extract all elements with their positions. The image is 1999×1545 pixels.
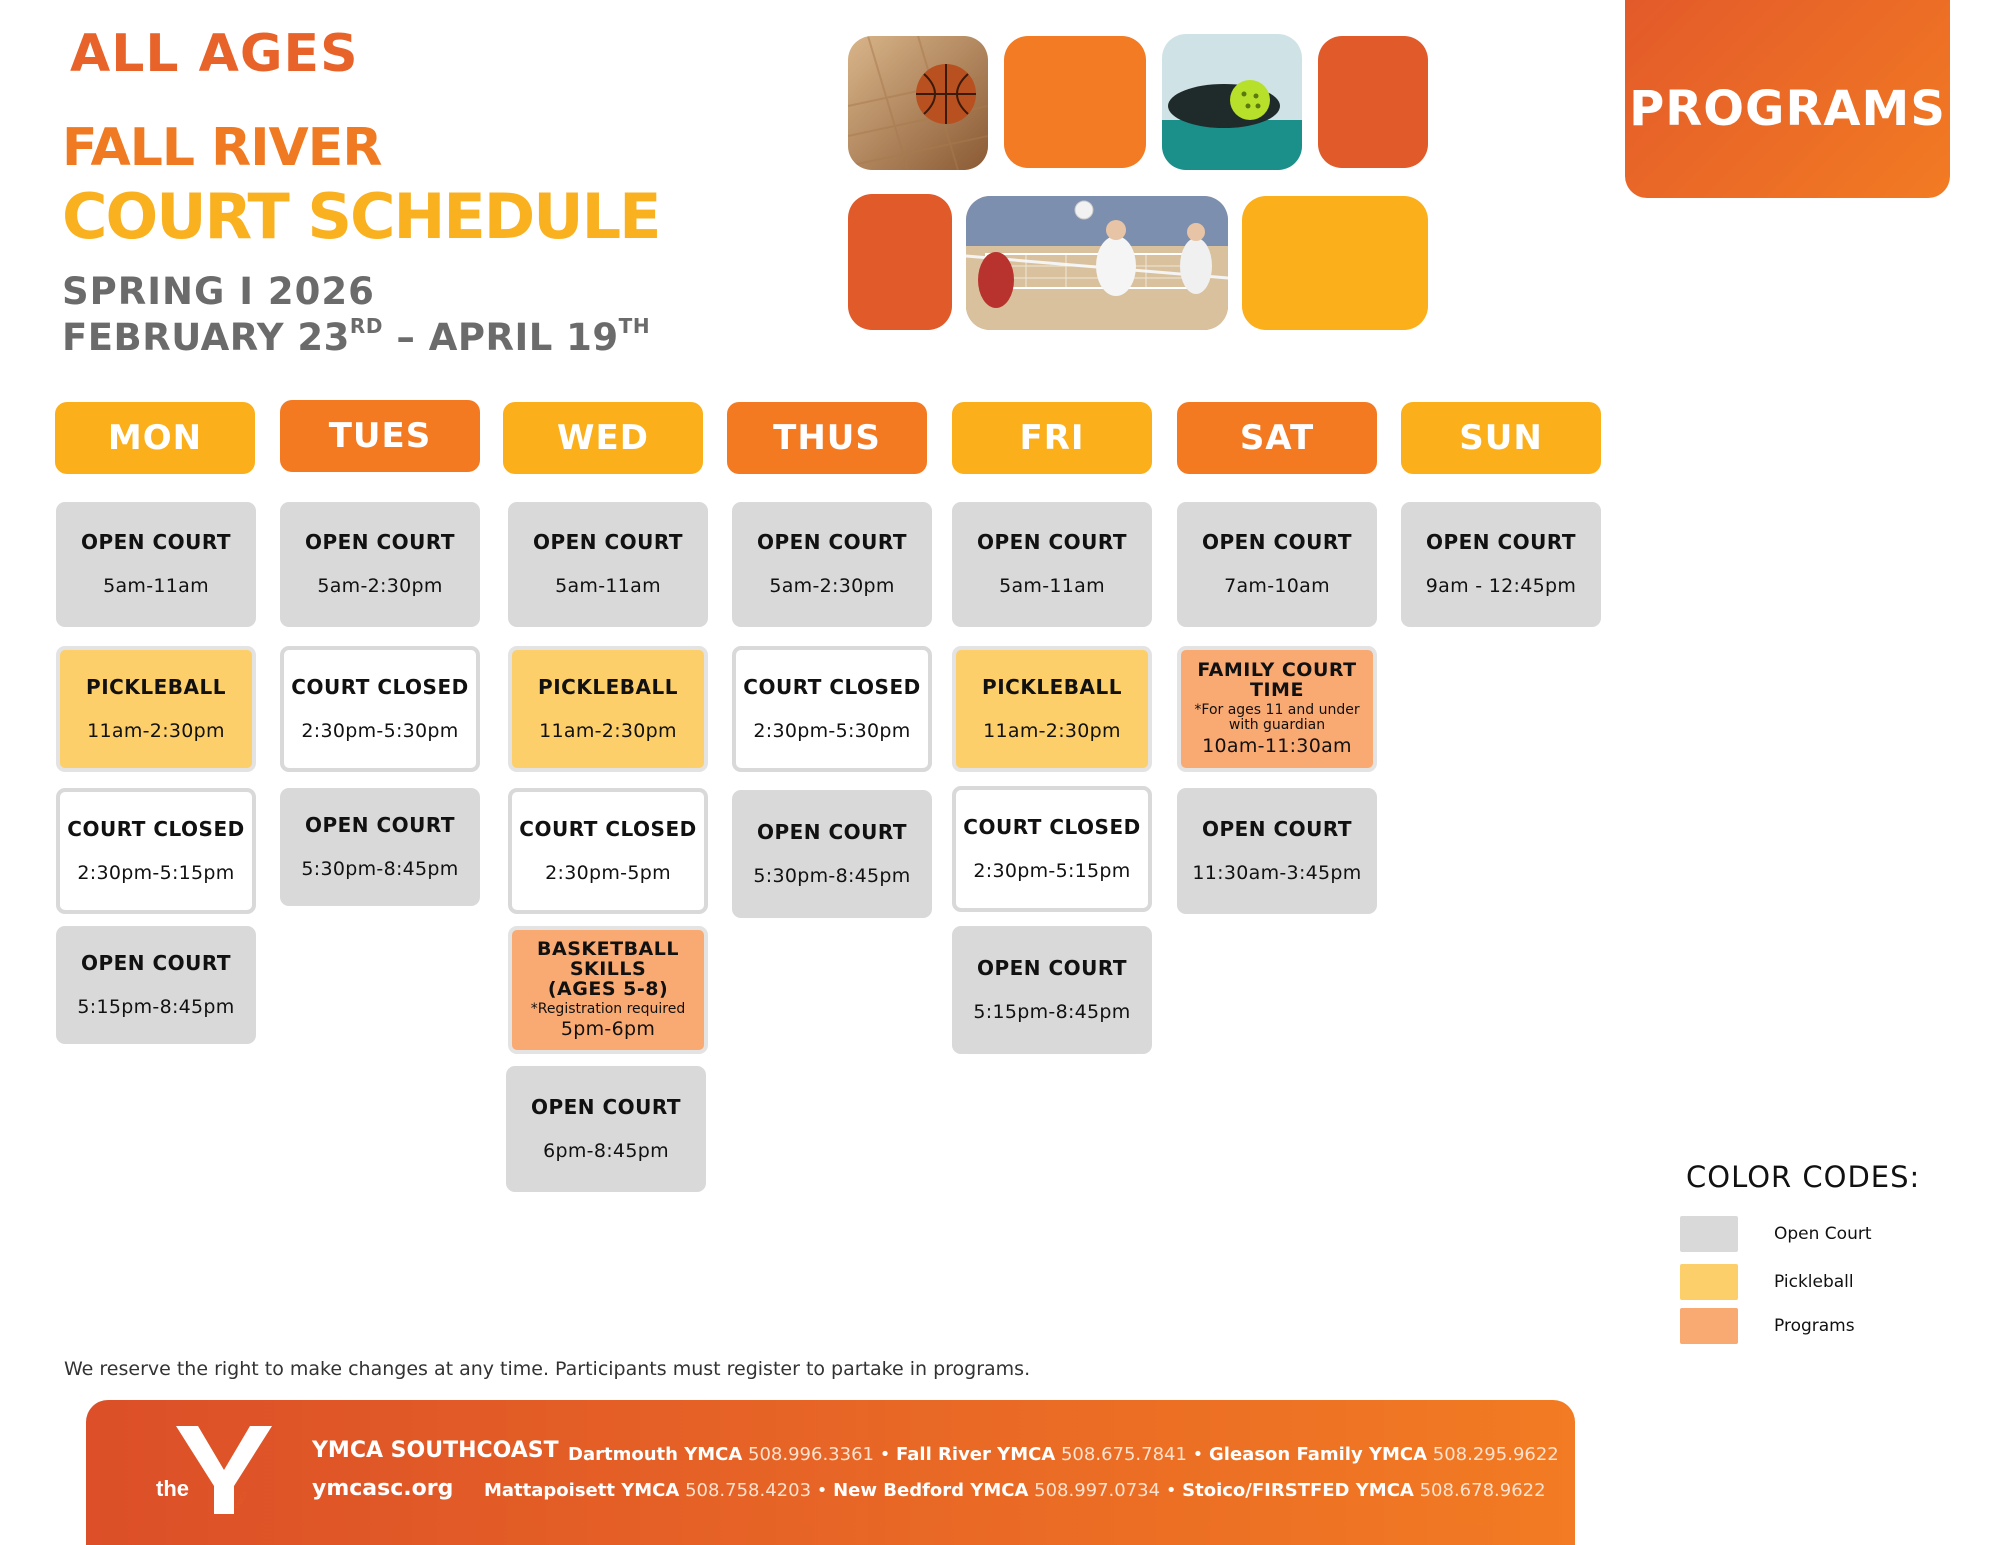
schedule-slot [280,502,480,627]
schedule-slot [508,788,708,914]
footer-contacts-line-1: Dartmouth YMCA 508.996.3361 • Fall River YMCA 508.675.7841 • Gleason Family YMCA 508.295.9622 [568,1444,1559,1465]
disclaimer-text: We reserve the right to make changes at any time. Participants must register to partake in programs. [64,1358,1031,1380]
schedule-slot [732,646,932,772]
schedule-slot [56,646,256,772]
day-header-sat: SAT [1177,402,1377,474]
date-range: FEBRUARY 23RD – APRIL 19TH [62,313,651,359]
schedule-slot [732,502,932,627]
slot-name: COURT CLOSED [519,816,697,841]
schedule-slot [280,788,480,906]
schedule-slot [732,790,932,918]
slot-name: OPEN COURT [80,950,232,975]
schedule-slot [508,646,708,772]
slot-name: PICKLEBALL [86,674,226,699]
season-label: SPRING I 2026 [62,270,375,313]
all-ages-label: ALL AGES [70,24,359,84]
slot-name: OPEN COURT [530,1094,682,1119]
slot-time: 11am-2:30pm [983,719,1121,742]
location-title: FALL RIVER [62,118,382,178]
schedule-slot [952,926,1152,1054]
slot-name: COURT CLOSED [291,674,469,699]
schedule-slot [1177,502,1377,627]
schedule-slot [56,502,256,627]
page-title: COURT SCHEDULE [62,180,660,253]
slot-time: 5am-2:30pm [769,575,895,597]
slot-time: 10am-11:30am [1202,734,1352,757]
slot-name: OPEN COURT [976,530,1128,554]
slot-note: *For ages 11 and under with guardian [1194,702,1360,733]
day-header-thus: THUS [727,402,927,474]
slot-name: FAMILY COURT TIME [1197,659,1357,702]
svg-text:the: the [156,1476,189,1501]
schedule-slot [506,1066,706,1192]
schedule-slot [952,646,1152,772]
slot-time: 11:30am-3:45pm [1192,861,1362,884]
slot-name: BASKETBALL SKILLS (AGES 5-8) [537,937,679,1000]
slot-name: PICKLEBALL [982,674,1122,699]
slot-time: 6pm-8:45pm [543,1139,669,1162]
slot-name: OPEN COURT [532,530,684,554]
legend-item-pickleball [1680,1264,1854,1300]
svg-text:YMCA: YMCA [233,1489,250,1511]
day-header-sun: SUN [1401,402,1601,474]
slot-name: OPEN COURT [756,530,908,554]
slot-name: OPEN COURT [1201,816,1353,841]
slot-time: 9am - 12:45pm [1425,575,1577,597]
footer-website-link[interactable]: ymcasc.org [312,1476,454,1501]
slot-time: 2:30pm-5:30pm [753,719,911,742]
schedule-slot [952,502,1152,627]
schedule-slot [1177,788,1377,914]
schedule-slot [1401,502,1601,627]
basketball-photo [848,36,988,170]
legend-item-open-court [1680,1216,1872,1252]
orange-tile [1004,36,1146,168]
programs-tab [1625,0,1950,198]
slot-time: 5am-11am [999,575,1105,597]
legend-item-programs [1680,1308,1855,1344]
legend-label: Programs [1774,1316,1855,1336]
legend-label: Pickleball [1774,1272,1854,1292]
red-tile [1318,36,1428,168]
legend-swatch [1680,1308,1738,1344]
legend-swatch [1680,1216,1738,1252]
schedule-slot [280,646,480,772]
yellow-tile [1242,196,1428,330]
slot-time: 2:30pm-5:15pm [973,859,1131,882]
slot-time: 5:15pm-8:45pm [973,1000,1131,1023]
schedule-slot [952,786,1152,912]
slot-note: *Registration required [530,1000,686,1017]
schedule-slot [508,502,708,627]
slot-time: 11am-2:30pm [87,719,225,742]
slot-name: OPEN COURT [304,530,456,554]
slot-name: COURT CLOSED [67,816,245,841]
slot-name: OPEN COURT [1425,530,1577,554]
footer-contacts-line-2: Mattapoisett YMCA 508.758.4203 • New Bedford YMCA 508.997.0734 • Stoico/FIRSTFED YMCA 508.678.9622 [484,1480,1546,1501]
slot-name: OPEN COURT [80,530,232,554]
ymca-logo [154,1424,274,1514]
slot-time: 5:30pm-8:45pm [753,864,911,887]
volleyball-photo [966,196,1228,330]
slot-time: 5am-11am [103,575,209,597]
slot-name: COURT CLOSED [743,674,921,699]
slot-time: 5am-2:30pm [317,575,443,597]
schedule-slot [56,788,256,914]
day-header-tues: TUES [280,400,480,472]
red-tile-lower [848,194,952,330]
legend-label: Open Court [1774,1224,1872,1244]
schedule-slot [1177,646,1377,772]
day-header-mon: MON [55,402,255,474]
slot-name: COURT CLOSED [963,814,1141,839]
slot-time: 7am-10am [1224,575,1330,597]
slot-name: OPEN COURT [1201,530,1353,554]
day-header-wed: WED [503,402,703,474]
slot-time: 2:30pm-5pm [545,861,671,884]
slot-time: 5:30pm-8:45pm [301,857,459,880]
slot-time: 5am-11am [555,575,661,597]
pickleball-photo [1162,34,1302,170]
schedule-slot [508,926,708,1054]
slot-time: 11am-2:30pm [539,719,677,742]
slot-time: 2:30pm-5:15pm [77,861,235,884]
color-codes-title: COLOR CODES: [1686,1160,1921,1194]
schedule-slot [56,926,256,1044]
footer-banner [86,1400,1575,1545]
programs-tab-label: PROGRAMS [1629,81,1946,137]
slot-time: 5pm-6pm [560,1018,656,1041]
slot-name: OPEN COURT [304,812,456,837]
slot-name: OPEN COURT [756,819,908,844]
day-header-fri: FRI [952,402,1152,474]
slot-name: OPEN COURT [976,955,1128,980]
slot-time: 5:15pm-8:45pm [77,995,235,1018]
legend-swatch [1680,1264,1738,1300]
footer-org-name: YMCA SOUTHCOAST [312,1438,559,1463]
slot-name: PICKLEBALL [538,674,678,699]
slot-time: 2:30pm-5:30pm [301,719,459,742]
